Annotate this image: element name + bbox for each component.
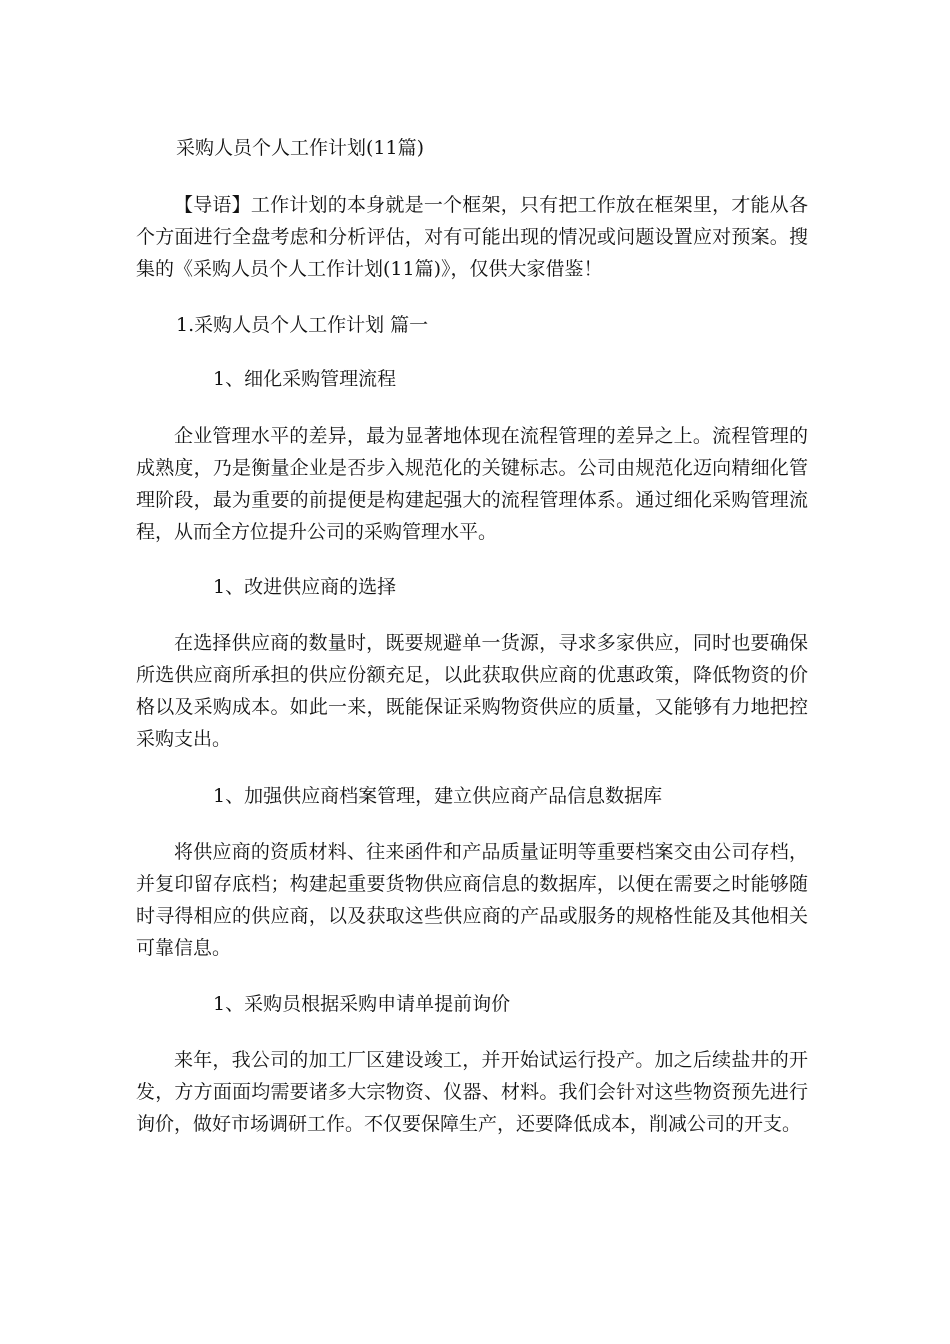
item-heading: 1、改进供应商的选择 — [213, 576, 397, 598]
item-body: 在选择供应商的数量时，既要规避单一货源，寻求多家供应，同时也要确保所选供应商所承担的供应份额充足，以此获取供应商的优惠政策，降低物资的价格以及采购成本。如此一来，既能保证采购物资供应的质量，又能够有力地把控采购支出。 — [136, 632, 808, 750]
item-body: 将供应商的资质材料、往来函件和产品质量证明等重要档案交由公司存档，并复印留存底档；构建起重要货物供应商信息的数据库，以便在需要之时能够随时寻得相应的供应商，以及获取这些供应商的产品或服务的规格性能及其他相关可靠信息。 — [136, 841, 808, 959]
item-heading: 1、加强供应商档案管理，建立供应商产品信息数据库 — [213, 785, 663, 807]
item-heading: 1、采购员根据采购申请单提前询价 — [213, 993, 511, 1015]
section-heading: 1.采购人员个人工作计划 篇一 — [176, 314, 429, 336]
item-body: 来年，我公司的加工厂区建设竣工，并开始试运行投产。加之后续盐井的开发，方方面面均需要诸多大宗物资、仪器、材料。我们会针对这些物资预先进行询价，做好市场调研工作。不仅要保障生产，还要降低成本，削减公司的开支。 — [136, 1049, 808, 1135]
item-heading: 1、细化采购管理流程 — [213, 368, 397, 390]
document-title: 采购人员个人工作计划(11篇) — [176, 137, 425, 159]
intro-paragraph: 【导语】工作计划的本身就是一个框架，只有把工作放在框架里，才能从各个方面进行全盘考虑和分析评估，对有可能出现的情况或问题设置应对预案。搜集的《采购人员个人工作计划(11篇)》，仅供大家借鉴！ — [136, 194, 808, 280]
item-body: 企业管理水平的差异，最为显著地体现在流程管理的差异之上。流程管理的成熟度，乃是衡量企业是否步入规范化的关键标志。公司由规范化迈向精细化管理阶段，最为重要的前提便是构建起强大的流程管理体系。通过细化采购管理流程，从而全方位提升公司的采购管理水平。 — [136, 425, 808, 543]
